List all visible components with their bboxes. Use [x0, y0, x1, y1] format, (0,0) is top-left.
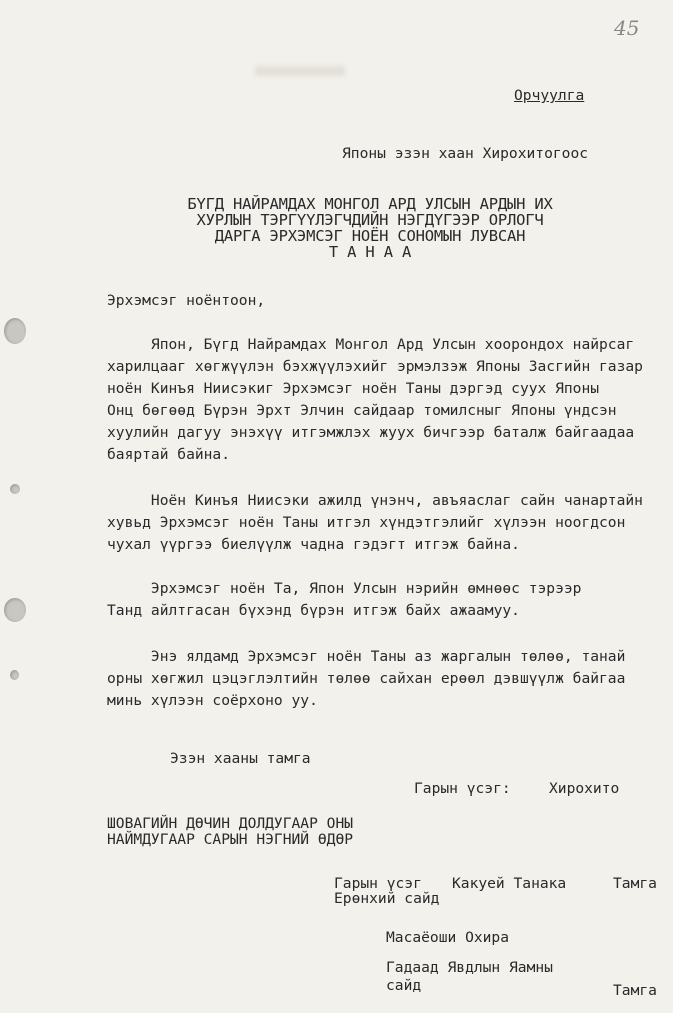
heading-line: ДАРГА ЭРХЭМСЭГ НОЁН СОНОМЫН ЛУВСАН [214, 227, 526, 245]
heading-line: Т А Н А А [328, 243, 412, 261]
punch-hole [4, 598, 26, 622]
text-line: минь хүлээн соёрхоно уу. [107, 692, 318, 709]
from-line: Японы эзэн хаан Хирохитогоос [342, 145, 589, 162]
heading-line: БҮГД НАЙРАМДАХ МОНГОЛ АРД УЛСЫН АРДЫН ИХ [187, 195, 553, 213]
punch-hole [4, 318, 26, 344]
date-line: ШОВАГИЙН ДӨЧИН ДОЛДУГААР ОНЫ [107, 815, 354, 832]
heading-line: ХУРЛЫН ТЭРГҮҮЛЭГЧДИЙН НЭГДҮГЭЭР ОРЛОГЧ [196, 211, 544, 229]
text-line: орны хөгжил цэцэглэлтийн төлөө сайхан ерөөл дэвшүүлж байгаа [107, 670, 626, 687]
text-line: харилцааг хөгжүүлэн бэхжүүлэхийг эрмэлзэж Японы Засгийн газар [107, 358, 643, 375]
text-line: чухал үүргээ биелүүлж чадна гэдэгт итгэж байна. [107, 536, 520, 553]
fm-stamp: Тамга [613, 982, 657, 999]
imperial-seal-line: Эзэн хааны тамга [170, 750, 311, 767]
pm-title: Ерөнхий сайд [334, 890, 440, 907]
text-line: Япон, Бүгд Найрамдах Монгол Ард Улсын хоорондох найрсаг [107, 336, 635, 353]
text-line: баяртай байна. [107, 446, 231, 463]
signature-label: Гарын үсэг: [414, 780, 511, 797]
text-line: хувьд Эрхэмсэг ноён Таны итгэл хүндэтгэлийг хүлээн ноогдсон [107, 514, 626, 531]
text-line: ноён Кинъя Ниисэкиг Эрхэмсэг ноён Таны дэргэд суух Японы [107, 380, 600, 397]
punch-hole [10, 484, 20, 494]
punch-hole [10, 670, 19, 680]
date-line: НАЙМДУГААР САРЫН НЭГНИЙ ӨДӨР [107, 831, 354, 848]
text-line: Энэ ялдамд Эрхэмсэг ноён Таны аз жаргалын төлөө, танай [107, 648, 626, 665]
paper-smudge [255, 66, 345, 76]
signature-name: Хирохито [549, 780, 620, 797]
page-number: 45 [614, 16, 640, 40]
pm-sign-label: Гарын үсэг [334, 875, 422, 892]
translation-label: Орчуулга [514, 87, 585, 104]
pm-name: Какуей Танака [452, 875, 567, 892]
pm-stamp: Тамга [613, 875, 657, 892]
fm-name: Масаёоши Охира [386, 929, 510, 946]
fm-title-line: Гадаад Явдлын Яамны [386, 959, 553, 976]
salutation: Эрхэмсэг ноёнтоон, [107, 292, 266, 309]
text-line: Танд айлтгасан бүхэнд бүрэн итгэж байх ажаамуу. [107, 602, 520, 619]
text-line: Ноён Кинъя Ниисэки ажилд үнэнч, авъяаслаг сайн чанартайн [107, 492, 643, 509]
text-line: Онц бөгөөд Бүрэн Эрхт Элчин сайдаар томилсныг Японы үндсэн [107, 402, 617, 419]
fm-title-line: сайд [386, 977, 422, 994]
text-line: Эрхэмсэг ноён Та, Япон Улсын нэрийн өмнөөс тэрээр [107, 580, 582, 597]
text-line: хуулийн дагуу энэхүү итгэмжлэх жуух бичгээр баталж байгаадаа [107, 424, 635, 441]
